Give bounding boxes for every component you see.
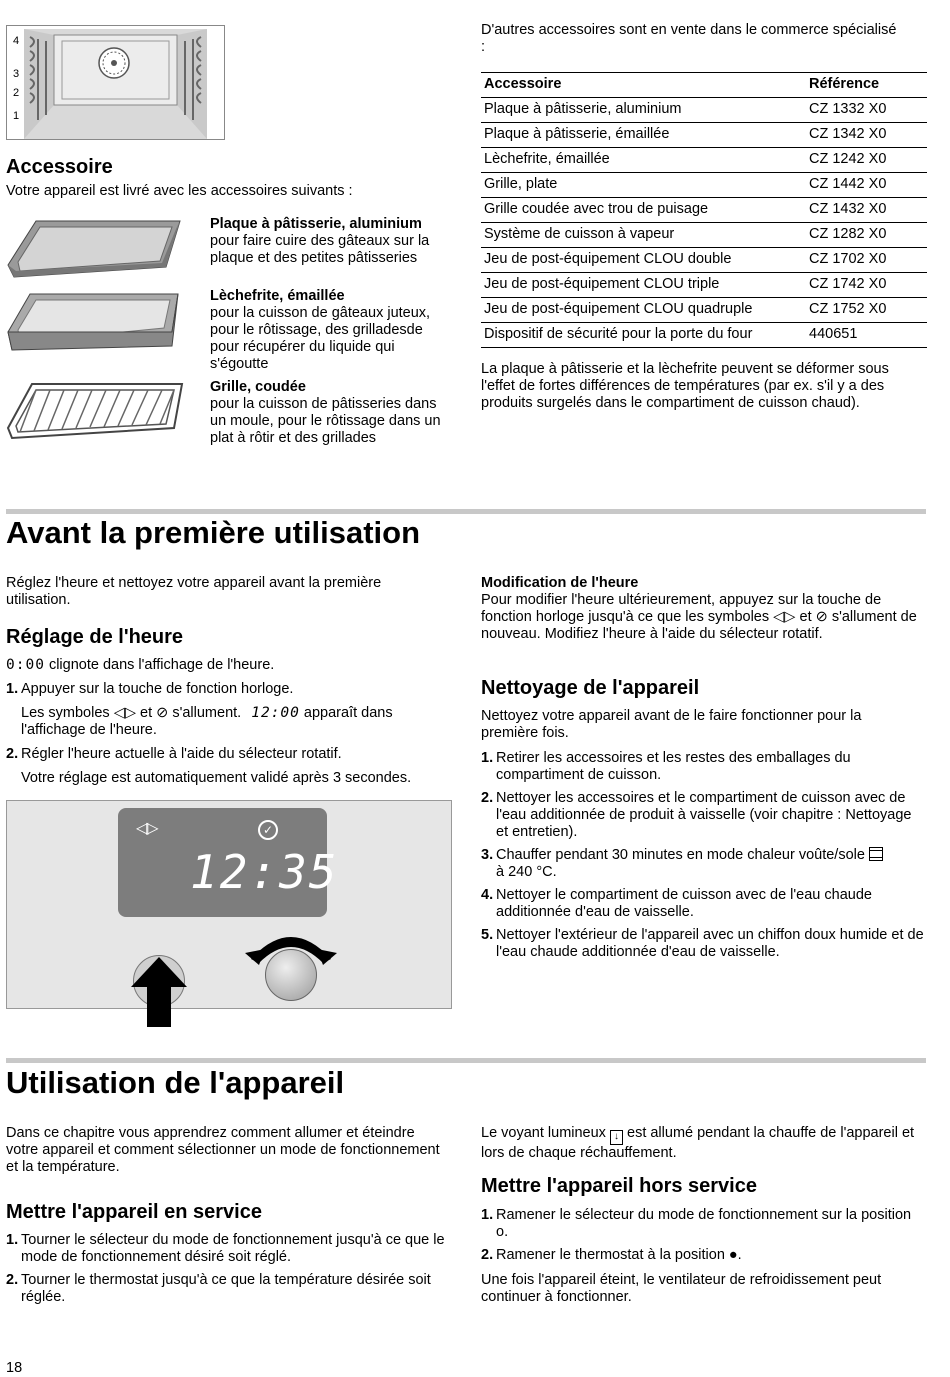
list-item [6,1272,446,1306]
section-title: Utilisation de l'appareil [6,1065,345,1100]
accessories-table [481,72,927,348]
section-title: Avant la première utilisation [6,515,421,550]
step-number: 1. [481,750,494,766]
table-cell: Système de cuisson à vapeur [481,223,806,248]
accessories-table-wrapper [481,72,927,348]
table-row [481,148,927,173]
oven-interior-illustration [6,25,225,140]
table-cell: Grille, plate [481,173,806,198]
hors-service-steps [481,1207,926,1270]
step-number: 5. [481,927,494,943]
table-row [481,248,927,273]
nettoyage-intro: Nettoyez votre appareil avant de le faire fonctionner pour la première fois. [481,708,862,741]
table-cell: CZ 1442 X0 [806,173,927,198]
table-cell: CZ 1242 X0 [806,148,927,173]
voyant-text [481,1125,921,1162]
step-number: 1. [6,681,19,697]
list-item [6,681,456,698]
accessory-name: Lèchefrite, émaillée [210,288,345,304]
section-divider [6,1058,926,1063]
step-text: Nettoyer les accessoires et le compartiment de cuisson avec de l'eau additionnée de produit à vaisselle (voir chapitre : Nettoyage et entretien). [496,790,912,840]
arrows-symbol-icon: ◁▷ [773,609,796,625]
table-cell: CZ 1432 X0 [806,198,927,223]
drip-pan-illustration [6,290,184,361]
table-row [481,298,927,323]
step-text: Appuyer sur la touche de fonction horloge. [21,681,294,697]
hors-service-heading: Mettre l'appareil hors service [481,1175,757,1197]
accessoire-heading: Accessoire [6,156,113,178]
table-row [481,273,927,298]
step-text: à 240 °C. [496,864,557,880]
lcd-time-code: 12:00 [251,705,300,721]
reglage-steps [6,681,456,787]
list-item [6,1232,446,1266]
step-detail [6,705,456,739]
top-bottom-heat-icon [869,847,883,861]
table-row [481,98,927,123]
step-number: 4. [481,887,494,903]
table-cell: Plaque à pâtisserie, aluminium [481,98,806,123]
table-cell: Plaque à pâtisserie, émaillée [481,123,806,148]
deformation-note: La plaque à pâtisserie et la lèchefrite peuvent se déformer sous l'effet de fortes différences de températures (par ex. s'il y a des produits surgelés dans le compartiment de cuisson chaud). [481,361,889,411]
table-cell: CZ 1332 X0 [806,98,927,123]
rack-level-label: 3 [13,68,20,80]
detail-text: Les symboles [21,705,110,721]
modification-title: Modification de l'heure [481,575,639,591]
table-row [481,123,927,148]
list-item [481,1207,926,1241]
clock-symbol-icon: ⊘ [815,609,828,625]
table-row [481,223,927,248]
step-number: 3. [481,847,494,863]
list-item [481,1247,926,1264]
table-cell: CZ 1282 X0 [806,223,927,248]
step-detail: Votre réglage est automatiquement validé après 3 secondes. [21,770,412,786]
service-heading: Mettre l'appareil en service [6,1201,262,1223]
lcd-time-code: 0:00 [6,657,45,673]
step-number: 2. [481,1247,494,1263]
step-text: Tourner le thermostat jusqu'à ce que la température désirée soit réglée. [21,1272,431,1305]
step-number: 1. [481,1207,494,1223]
clock-symbol-icon: ✓ [258,820,278,840]
nettoyage-heading: Nettoyage de l'appareil [481,677,700,699]
control-panel-illustration [6,800,452,1009]
accessory-item [210,216,455,267]
step-number: 2. [6,1272,19,1288]
arrows-symbol-icon: ◁▷ [113,705,136,721]
step-text: Nettoyer l'extérieur de l'appareil avec un chiffon doux humide et de l'eau chaude additionnée d'eau de vaisselle. [496,927,924,960]
accessory-description: pour la cuisson de pâtisseries dans un moule, pour le rôtissage dans un plat à rôtir et des grillades [210,396,441,446]
wire-rack-illustration [6,380,184,447]
accessory-item [210,288,455,373]
table-row [481,323,927,348]
table-cell: CZ 1742 X0 [806,273,927,298]
accessory-name: Plaque à pâtisserie, aluminium [210,216,422,232]
table-header-row [481,73,927,98]
step-text: Régler l'heure actuelle à l'aide du sélecteur rotatif. [21,746,342,762]
text-fragment: est allumé pendant la chauffe de l'appareil et lors de chaque réchauffement. [481,1125,915,1161]
step-number: 1. [6,1232,19,1248]
accessory-item [210,379,455,447]
blink-line [6,657,451,674]
step-text: Ramener le thermostat à la position ●. [496,1247,742,1263]
rack-level-label: 2 [13,87,20,99]
column-header: Accessoire [481,73,806,98]
press-arrow-icon [129,957,189,1027]
modification-block [481,575,926,643]
hors-service-note: Une fois l'appareil éteint, le ventilateur de refroidissement peut continuer à fonctionner. [481,1272,882,1305]
baking-tray-illustration [6,215,184,286]
nettoyage-steps [481,750,926,967]
table-row [481,198,927,223]
detail-text: et [140,705,153,721]
blink-text: clignote dans l'affichage de l'heure. [48,657,275,673]
service-steps [6,1232,446,1312]
table-row [481,173,927,198]
list-item [481,847,926,881]
page-number: 18 [6,1360,23,1376]
table-cell: Dispositif de sécurité pour la porte du four [481,323,806,348]
table-cell: 440651 [806,323,927,348]
rotate-arrow-icon [245,919,337,965]
accessory-description: pour faire cuire des gâteaux sur la plaque et des petites pâtisseries [210,233,430,266]
step-text: Retirer les accessoires et les restes des emballages du compartiment de cuisson. [496,750,851,783]
table-cell: Jeu de post-équipement CLOU quadruple [481,298,806,323]
table-cell: Jeu de post-équipement CLOU double [481,248,806,273]
clock-symbol-icon: ⊘ [156,705,169,721]
step-text: Chauffer pendant 30 minutes en mode chaleur voûte/sole [496,847,865,863]
accessoire-intro: Votre appareil est livré avec les accessoires suivants : [6,183,353,199]
table-cell: Jeu de post-équipement CLOU triple [481,273,806,298]
list-item [481,750,926,784]
list-item [481,887,926,921]
display-panel [118,808,339,917]
text-fragment: Pour modifier l'heure ultérieurement, appuyez sur la touche de fonction horloge jusqu'à ce que les symboles [481,592,882,625]
step-number: 2. [481,790,494,806]
table-cell: CZ 1752 X0 [806,298,927,323]
text-fragment: s'allument de nouveau. Modifiez l'heure à l'aide du sélecteur rotatif. [481,609,917,642]
table-cell: Lèchefrite, émaillée [481,148,806,173]
rack-level-label: 1 [13,110,20,122]
text-fragment: Le voyant lumineux [481,1125,606,1141]
table-cell: Grille coudée avec trou de puisage [481,198,806,223]
modification-text [481,592,926,643]
text-fragment: et [799,609,812,625]
section-divider [6,509,926,514]
detail-text: apparaît dans l'affichage de l'heure. [21,705,393,738]
table-cell: CZ 1702 X0 [806,248,927,273]
other-accessories-intro: D'autres accessoires sont en vente dans le commerce spécialisé : [481,22,897,55]
arrows-symbol-icon: ◁▷ [136,820,157,837]
list-item [6,746,456,763]
column-header: Référence [806,73,927,98]
detail-text: s'allument. [172,705,242,721]
step-text: Tourner le sélecteur du mode de fonctionnement jusqu'à ce que le mode de fonctionnement désiré soit réglé. [21,1232,445,1265]
table-cell: CZ 1342 X0 [806,123,927,148]
avant-intro: Réglez l'heure et nettoyez votre appareil avant la première utilisation. [6,575,382,608]
list-item [481,790,926,841]
accessory-description: pour la cuisson de gâteaux juteux, pour le rôtissage, des grilladesde pour récupérer du liquide qui s'égoutte [210,305,431,372]
step-number: 2. [6,746,19,762]
step-text: Ramener le sélecteur du mode de fonctionnement sur la position o. [496,1207,912,1240]
list-item [481,927,926,961]
reglage-heading: Réglage de l'heure [6,626,184,648]
accessory-name: Grille, coudée [210,379,306,395]
step-text: Nettoyer le compartiment de cuisson avec de l'eau chaude additionnée d'eau de vaisselle. [496,887,872,920]
rack-level-label: 4 [13,35,20,47]
display-time: 12:35 [190,845,339,899]
utilisation-intro: Dans ce chapitre vous apprendrez comment allumer et éteindre votre appareil et comment sélectionner un mode de fonctionnement et la température. [6,1125,440,1175]
indicator-light-icon: ↓ [610,1130,623,1145]
